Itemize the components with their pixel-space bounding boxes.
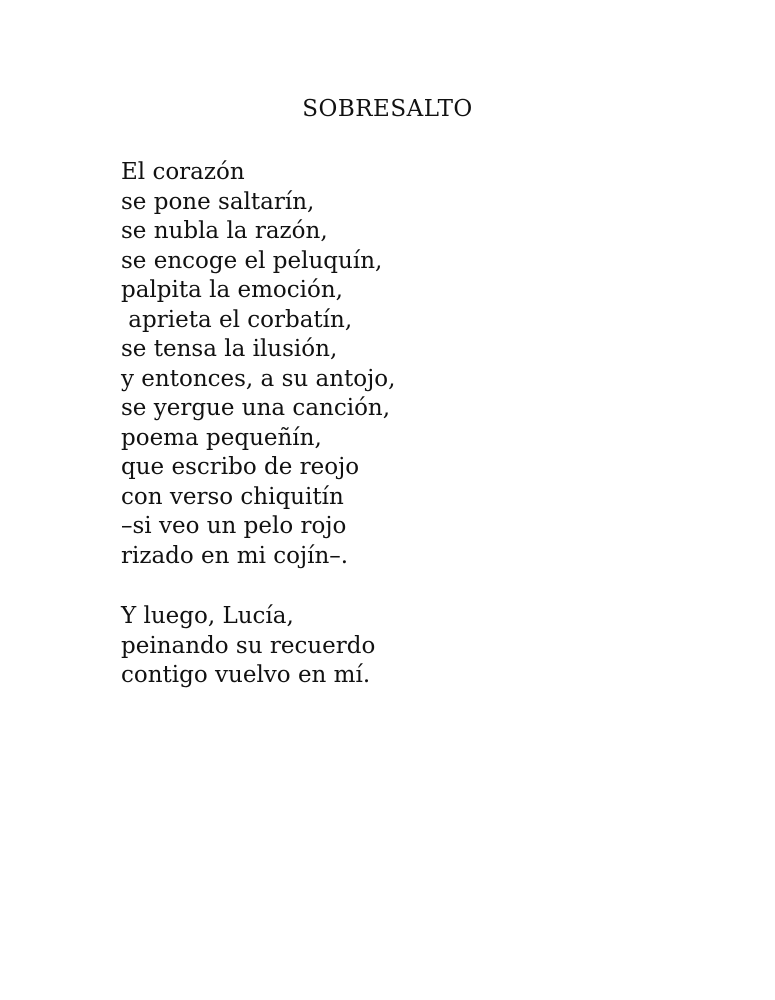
poem-line: con verso chiquitín xyxy=(121,483,344,510)
poem-line: rizado en mi cojín–. xyxy=(121,542,349,569)
poem-line: palpita la emoción, xyxy=(121,277,343,303)
poem-line: El corazón xyxy=(121,159,245,185)
poem-line: Y luego, Lucía, xyxy=(121,603,294,629)
poem-line: se nubla la razón, xyxy=(121,218,328,244)
poem-line: que escribo de reojo xyxy=(121,454,360,480)
poem-title: SOBRESALTO xyxy=(302,96,473,122)
poem-line: contigo vuelvo en mí. xyxy=(121,662,371,688)
poem-line: poema pequeñín, xyxy=(121,424,322,451)
poem-line: se tensa la ilusión, xyxy=(121,336,338,362)
poem-line: y entonces, a su antojo, xyxy=(121,365,396,392)
poem-line: –si veo un pelo rojo xyxy=(121,513,347,539)
poem-line: peinando su recuerdo xyxy=(121,632,376,659)
poem-line: se pone saltarín, xyxy=(121,188,315,215)
poem-line: se encoge el peluquín, xyxy=(121,247,383,274)
stanza-1 xyxy=(121,158,395,571)
poem-line: se yergue una canción, xyxy=(121,395,391,421)
stanza-2 xyxy=(121,602,375,691)
poem-line: aprieta el corbatín, xyxy=(121,306,353,333)
